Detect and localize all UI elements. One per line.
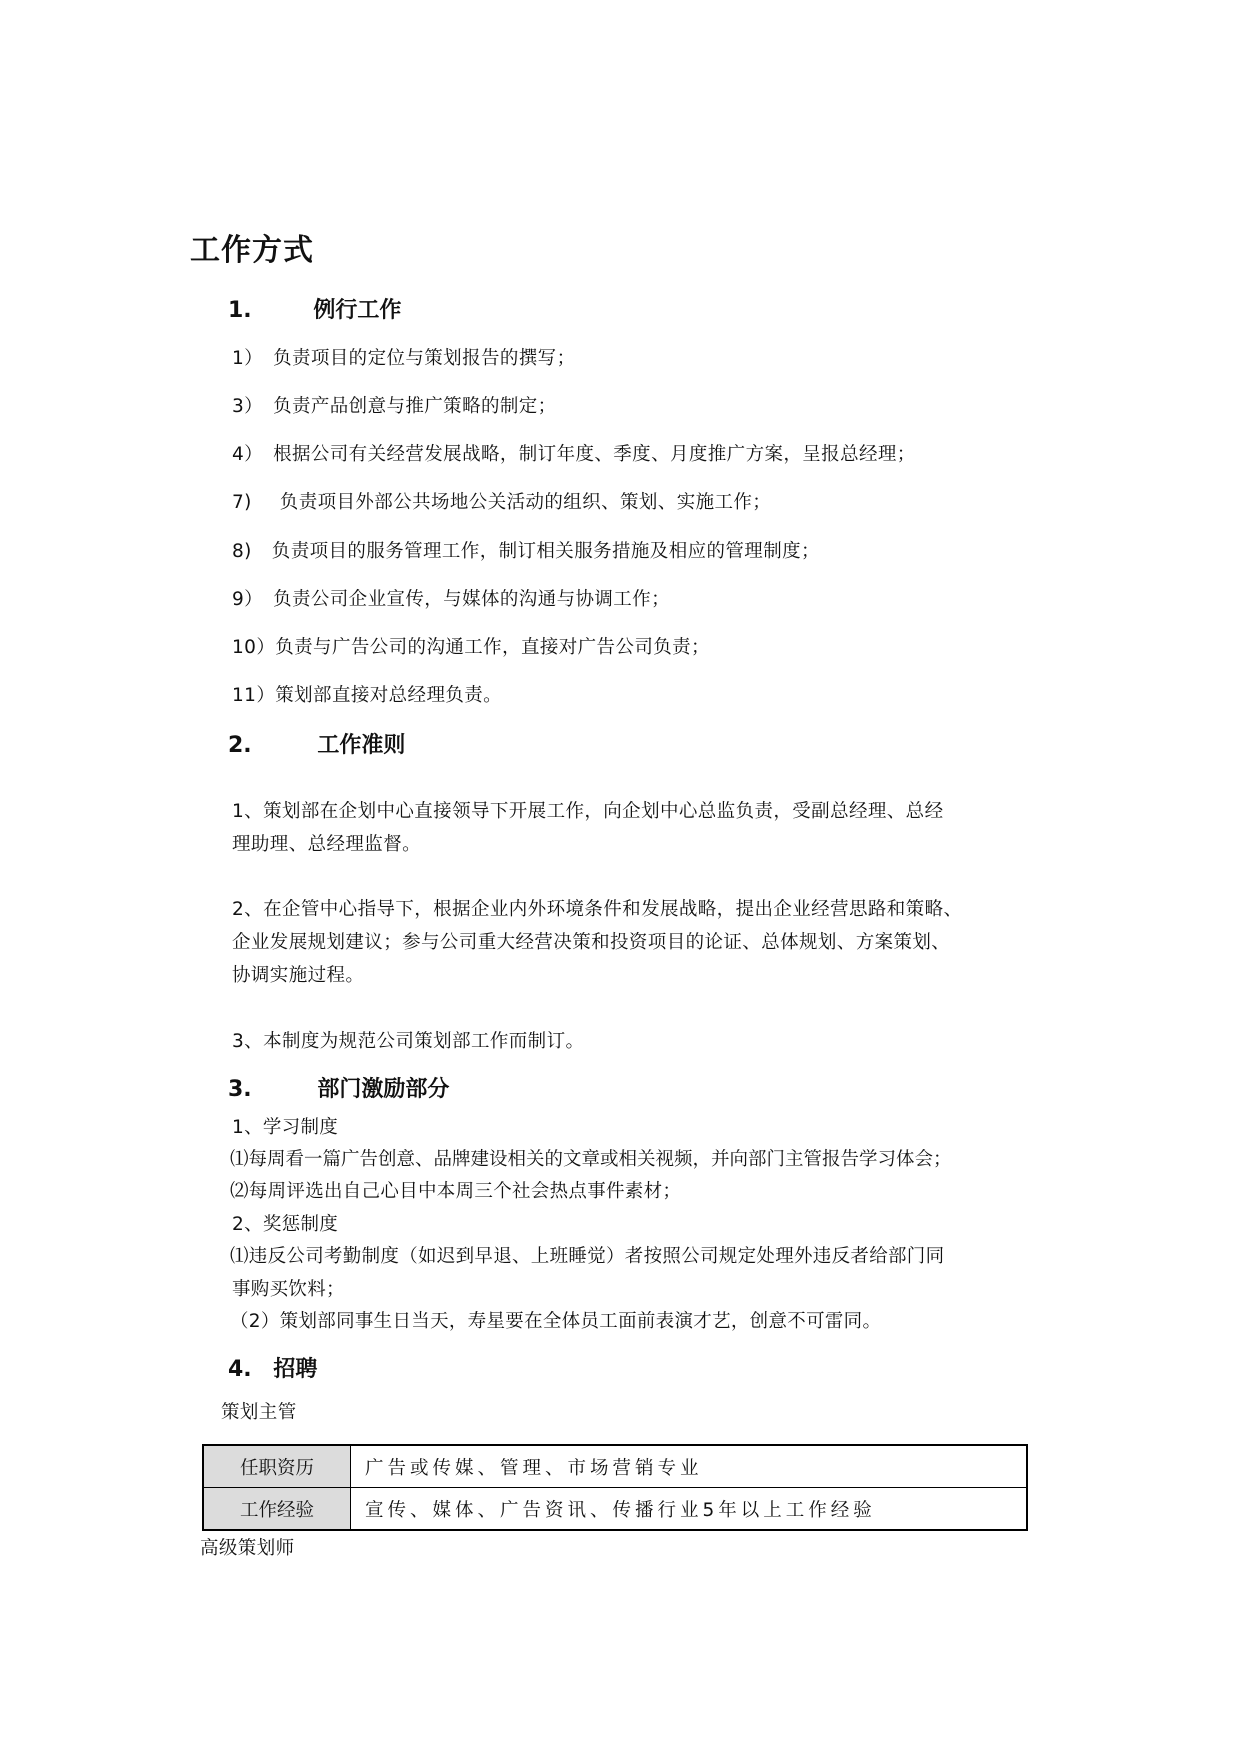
list-item — [232, 392, 557, 418]
rule-paragraph-3: 3、本制度为规范公司策划部工作而制订。 — [232, 1031, 585, 1052]
section-3-heading — [228, 1072, 449, 1103]
paragraph-line: 2、在企管中心指导下，根据企业内外环境条件和发展战略，提出企业经营思路和策略、 — [232, 899, 963, 920]
page-title: 工作方式 — [190, 233, 314, 268]
list-item-text: 负责产品创意与推广策略的制定； — [273, 396, 557, 417]
role-label: 高级策划师 — [200, 1538, 295, 1559]
table-key-cell: 工作经验 — [203, 1488, 351, 1531]
section-1-heading — [228, 293, 401, 324]
incentive-line: ⑵每周评选出自己心目中本周三个社会热点事件素材； — [230, 1181, 682, 1202]
list-item-number: 8) — [232, 541, 252, 562]
section-1-number: 1. — [228, 298, 252, 323]
list-item-number: 7) — [232, 492, 252, 513]
rule-paragraph-1 — [232, 795, 943, 861]
paragraph-line: 1、策划部在企划中心直接领导下开展工作，向企划中心总监负责，受副总经理、总经 — [232, 801, 944, 822]
list-item — [232, 344, 575, 370]
list-item-number: 1） — [232, 348, 264, 369]
paragraph-line: 理助理、总经理监督。 — [232, 834, 422, 855]
paragraph-line: 企业发展规划建议；参与公司重大经营决策和投资项目的论证、总体规划、方案策划、 — [232, 932, 951, 953]
list-item-number: 3） — [232, 396, 264, 417]
role-label: 策划主管 — [221, 1402, 297, 1423]
incentive-line: 2、奖惩制度 — [232, 1214, 339, 1235]
section-2-title: 工作准则 — [317, 733, 406, 758]
list-item-text: 策划部直接对总经理负责。 — [275, 685, 503, 706]
list-item — [232, 537, 820, 563]
section-4-title: 招聘 — [273, 1357, 318, 1382]
list-item — [232, 585, 670, 611]
list-item — [232, 633, 710, 659]
list-item-text: 负责与广告公司的沟通工作，直接对广告公司负责； — [275, 637, 710, 658]
rule-paragraph-2 — [232, 893, 962, 992]
list-item — [232, 488, 771, 514]
section-3-title: 部门激励部分 — [317, 1077, 450, 1102]
list-item-number: 4） — [232, 444, 264, 465]
list-item — [232, 681, 502, 707]
list-item — [232, 440, 916, 466]
section-4-number: 4. — [228, 1357, 252, 1382]
section-3-number: 3. — [228, 1077, 252, 1102]
incentive-line: ⑴每周看一篇广告创意、品牌建设相关的文章或相关视频，并向部门主管报告学习体会； — [230, 1149, 952, 1170]
incentive-line: 1、学习制度 — [232, 1117, 339, 1138]
list-item-number: 9） — [232, 589, 264, 610]
table-value-cell: 宣传、媒体、广告资讯、传播行业5年以上工作经验 — [351, 1488, 1028, 1531]
list-item-number: 10） — [232, 637, 276, 658]
list-item-number: 11） — [232, 685, 276, 706]
requirements-table — [202, 1444, 1028, 1531]
section-4-heading — [228, 1352, 317, 1383]
list-item-text: 负责项目的服务管理工作，制订相关服务措施及相应的管理制度； — [271, 541, 820, 562]
list-item-text: 负责公司企业宣传，与媒体的沟通与协调工作； — [273, 589, 670, 610]
paragraph-line: 协调实施过程。 — [232, 965, 365, 986]
table-row — [203, 1488, 1027, 1531]
table-row — [203, 1445, 1027, 1488]
section-2-heading — [228, 728, 405, 759]
incentive-line: （2）策划部同事生日当天，寿星要在全体员工面前表演才艺，创意不可雷同。 — [230, 1311, 882, 1332]
list-item-text: 负责项目的定位与策划报告的撰写； — [273, 348, 576, 369]
section-2-number: 2. — [228, 733, 252, 758]
incentive-line: ⑴违反公司考勤制度（如迟到早退、上班睡觉）者按照公司规定处理外违反者给部门同 — [230, 1246, 945, 1267]
table-value-cell: 广告或传媒、管理、市场营销专业 — [351, 1445, 1028, 1488]
section-1-title: 例行工作 — [313, 298, 402, 323]
list-item-text: 根据公司有关经营发展战略，制订年度、季度、月度推广方案，呈报总经理； — [273, 444, 916, 465]
incentive-line: 事购买饮料； — [232, 1279, 345, 1300]
list-item-text: 负责项目外部公共场地公关活动的组织、策划、实施工作； — [279, 492, 772, 513]
table-key-cell: 任职资历 — [203, 1445, 351, 1488]
